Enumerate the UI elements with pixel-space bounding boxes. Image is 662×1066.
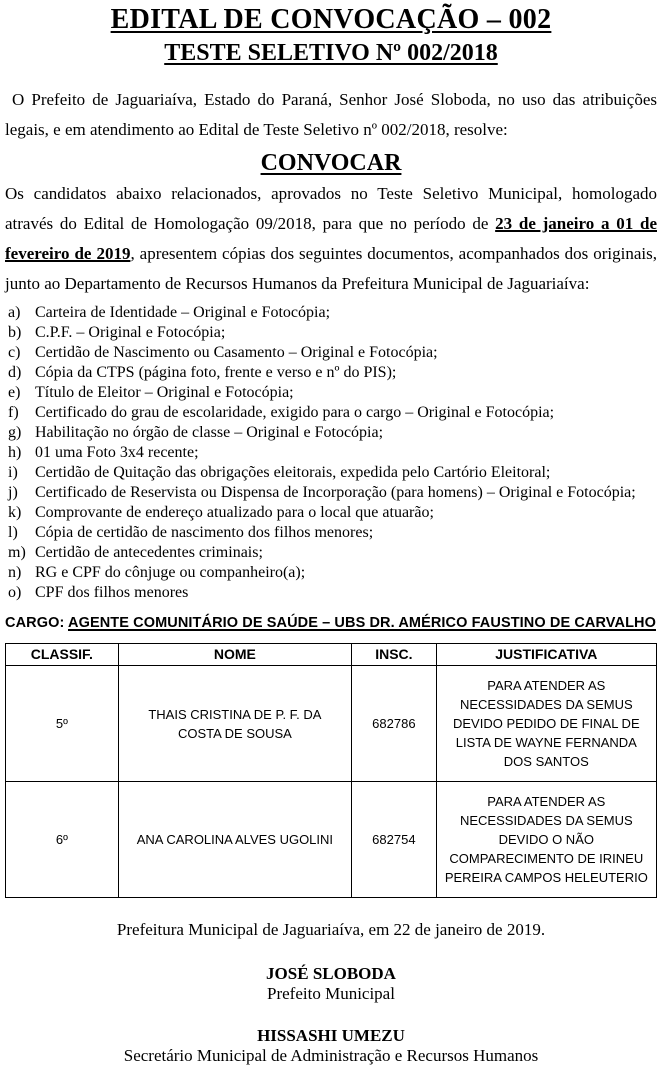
list-item <box>5 463 657 483</box>
list-item-label: e) <box>8 384 21 401</box>
table-row <box>6 782 657 898</box>
list-item-label: f) <box>8 404 19 421</box>
signature-title: Secretário Municipal de Administração e Recursos Humanos <box>123 1046 539 1065</box>
list-item <box>5 483 657 503</box>
list-item-label: b) <box>8 324 22 341</box>
list-item-text: Certificado do grau de escolaridade, exigido para o cargo – Original e Fotocópia; <box>35 404 555 421</box>
header-nome: NOME <box>118 644 351 666</box>
header-insc: INSC. <box>352 644 437 666</box>
body-paragraph-pre: Os candidatos abaixo relacionados, aprovados no Teste Seletivo Municipal, homologado através do Edital de Homologação 09/2018, para que no período de <box>5 184 657 233</box>
list-item-text: C.P.F. – Original e Fotocópia; <box>35 324 226 341</box>
list-item <box>5 323 657 343</box>
convocar-heading: CONVOCAR <box>260 150 402 176</box>
list-item-label: n) <box>8 564 22 581</box>
list-item-text: Cópia da CTPS (página foto, frente e verso e nº do PIS); <box>35 364 397 381</box>
list-item-text: Certidão de Quitação das obrigações eleitorais, expedida pelo Cartório Eleitoral; <box>35 464 551 481</box>
list-item-label: j) <box>8 484 18 501</box>
list-item-text: Cópia de certidão de nascimento dos filhos menores; <box>35 524 374 541</box>
table-header-row <box>6 644 657 666</box>
cargo-value: AGENTE COMUNITÁRIO DE SAÚDE – UBS DR. AMÉRICO FAUSTINO DE CARVALHO <box>68 615 656 631</box>
list-item-text: Certidão de antecedentes criminais; <box>35 544 263 561</box>
signature-name: JOSÉ SLOBODA <box>266 964 396 983</box>
intro-paragraph: O Prefeito de Jaguariaíva, Estado do Paraná, Senhor José Sloboda, no uso das atribuições legais, e em atendimento ao Edital de Teste Seletivo nº 002/2018, resolve: <box>5 90 657 139</box>
table-row <box>6 666 657 782</box>
place-date-line: Prefeitura Municipal de Jaguariaíva, em 22 de janeiro de 2019. <box>116 920 546 939</box>
list-item-label: i) <box>8 464 18 481</box>
list-item-text: CPF dos filhos menores <box>35 584 189 601</box>
list-item-text: 01 uma Foto 3x4 recente; <box>35 444 199 461</box>
signature-title: Prefeito Municipal <box>267 984 395 1003</box>
body-paragraph <box>5 179 657 299</box>
list-item-label: a) <box>8 304 21 321</box>
list-item-label: c) <box>8 344 21 361</box>
cell-nome: THAIS CRISTINA DE P. F. DA COSTA DE SOUSA <box>118 666 351 782</box>
cargo-prefix: CARGO: <box>5 615 68 631</box>
list-item-text: Certidão de Nascimento ou Casamento – Original e Fotocópia; <box>35 344 438 361</box>
list-item-text: Carteira de Identidade – Original e Fotocópia; <box>35 304 331 321</box>
list-item <box>5 503 657 523</box>
list-item <box>5 583 657 603</box>
list-item-label: l) <box>8 524 18 541</box>
cell-insc: 682754 <box>352 782 437 898</box>
convocation-period: 23 de janeiro a 01 de fevereiro de 2019 <box>5 214 657 263</box>
cargo-line <box>5 615 657 631</box>
list-item <box>5 343 657 363</box>
cell-nome: ANA CAROLINA ALVES UGOLINI <box>118 782 351 898</box>
list-item-text: RG e CPF do cônjuge ou companheiro(a); <box>35 564 306 581</box>
cell-classif: 5º <box>6 666 119 782</box>
list-item-label: h) <box>8 444 22 461</box>
list-item-text: Habilitação no órgão de classe – Original e Fotocópia; <box>35 424 384 441</box>
header-classif: CLASSIF. <box>6 644 119 666</box>
list-item-label: o) <box>8 584 22 601</box>
document-subtitle: TESTE SELETIVO Nº 002/2018 <box>164 40 498 66</box>
signature-name: HISSASHI UMEZU <box>257 1026 405 1045</box>
list-item <box>5 563 657 583</box>
header-justificativa: JUSTIFICATIVA <box>436 644 656 666</box>
list-item <box>5 543 657 563</box>
list-item-text: Título de Eleitor – Original e Fotocópia; <box>35 384 294 401</box>
candidates-table <box>5 643 657 898</box>
cell-insc: 682786 <box>352 666 437 782</box>
list-item <box>5 383 657 403</box>
list-item-text: Comprovante de endereço atualizado para o local que atuarão; <box>35 504 434 521</box>
cell-justificativa: PARA ATENDER AS NECESSIDADES DA SEMUS DEVIDO PEDIDO DE FINAL DE LISTA DE WAYNE FERNANDA DOS SANTOS <box>436 666 656 782</box>
list-item-label: g) <box>8 424 22 441</box>
body-paragraph-post: , apresentem cópias dos seguintes documentos, acompanhados dos originais, junto ao Departamento de Recursos Humanos da Prefeitura Municipal de Jaguariaíva: <box>5 244 658 293</box>
cell-justificativa: PARA ATENDER AS NECESSIDADES DA SEMUS DEVIDO O NÃO COMPARECIMENTO DE IRINEU PEREIRA CAMPOS HELEUTERIO <box>436 782 656 898</box>
list-item-label: m) <box>8 544 26 561</box>
cell-classif: 6º <box>6 782 119 898</box>
document-footer <box>5 920 657 1066</box>
list-item <box>5 523 657 543</box>
list-item <box>5 303 657 323</box>
list-item <box>5 423 657 443</box>
list-item-label: d) <box>8 364 22 381</box>
document-title: EDITAL DE CONVOCAÇÃO – 002 <box>110 4 552 35</box>
list-item-text: Certificado de Reservista ou Dispensa de Incorporação (para homens) – Original e Fotocópia; <box>35 484 636 501</box>
list-item <box>5 443 657 463</box>
list-item <box>5 403 657 423</box>
list-item <box>5 363 657 383</box>
required-documents-list <box>5 303 657 603</box>
list-item-label: k) <box>8 504 22 521</box>
